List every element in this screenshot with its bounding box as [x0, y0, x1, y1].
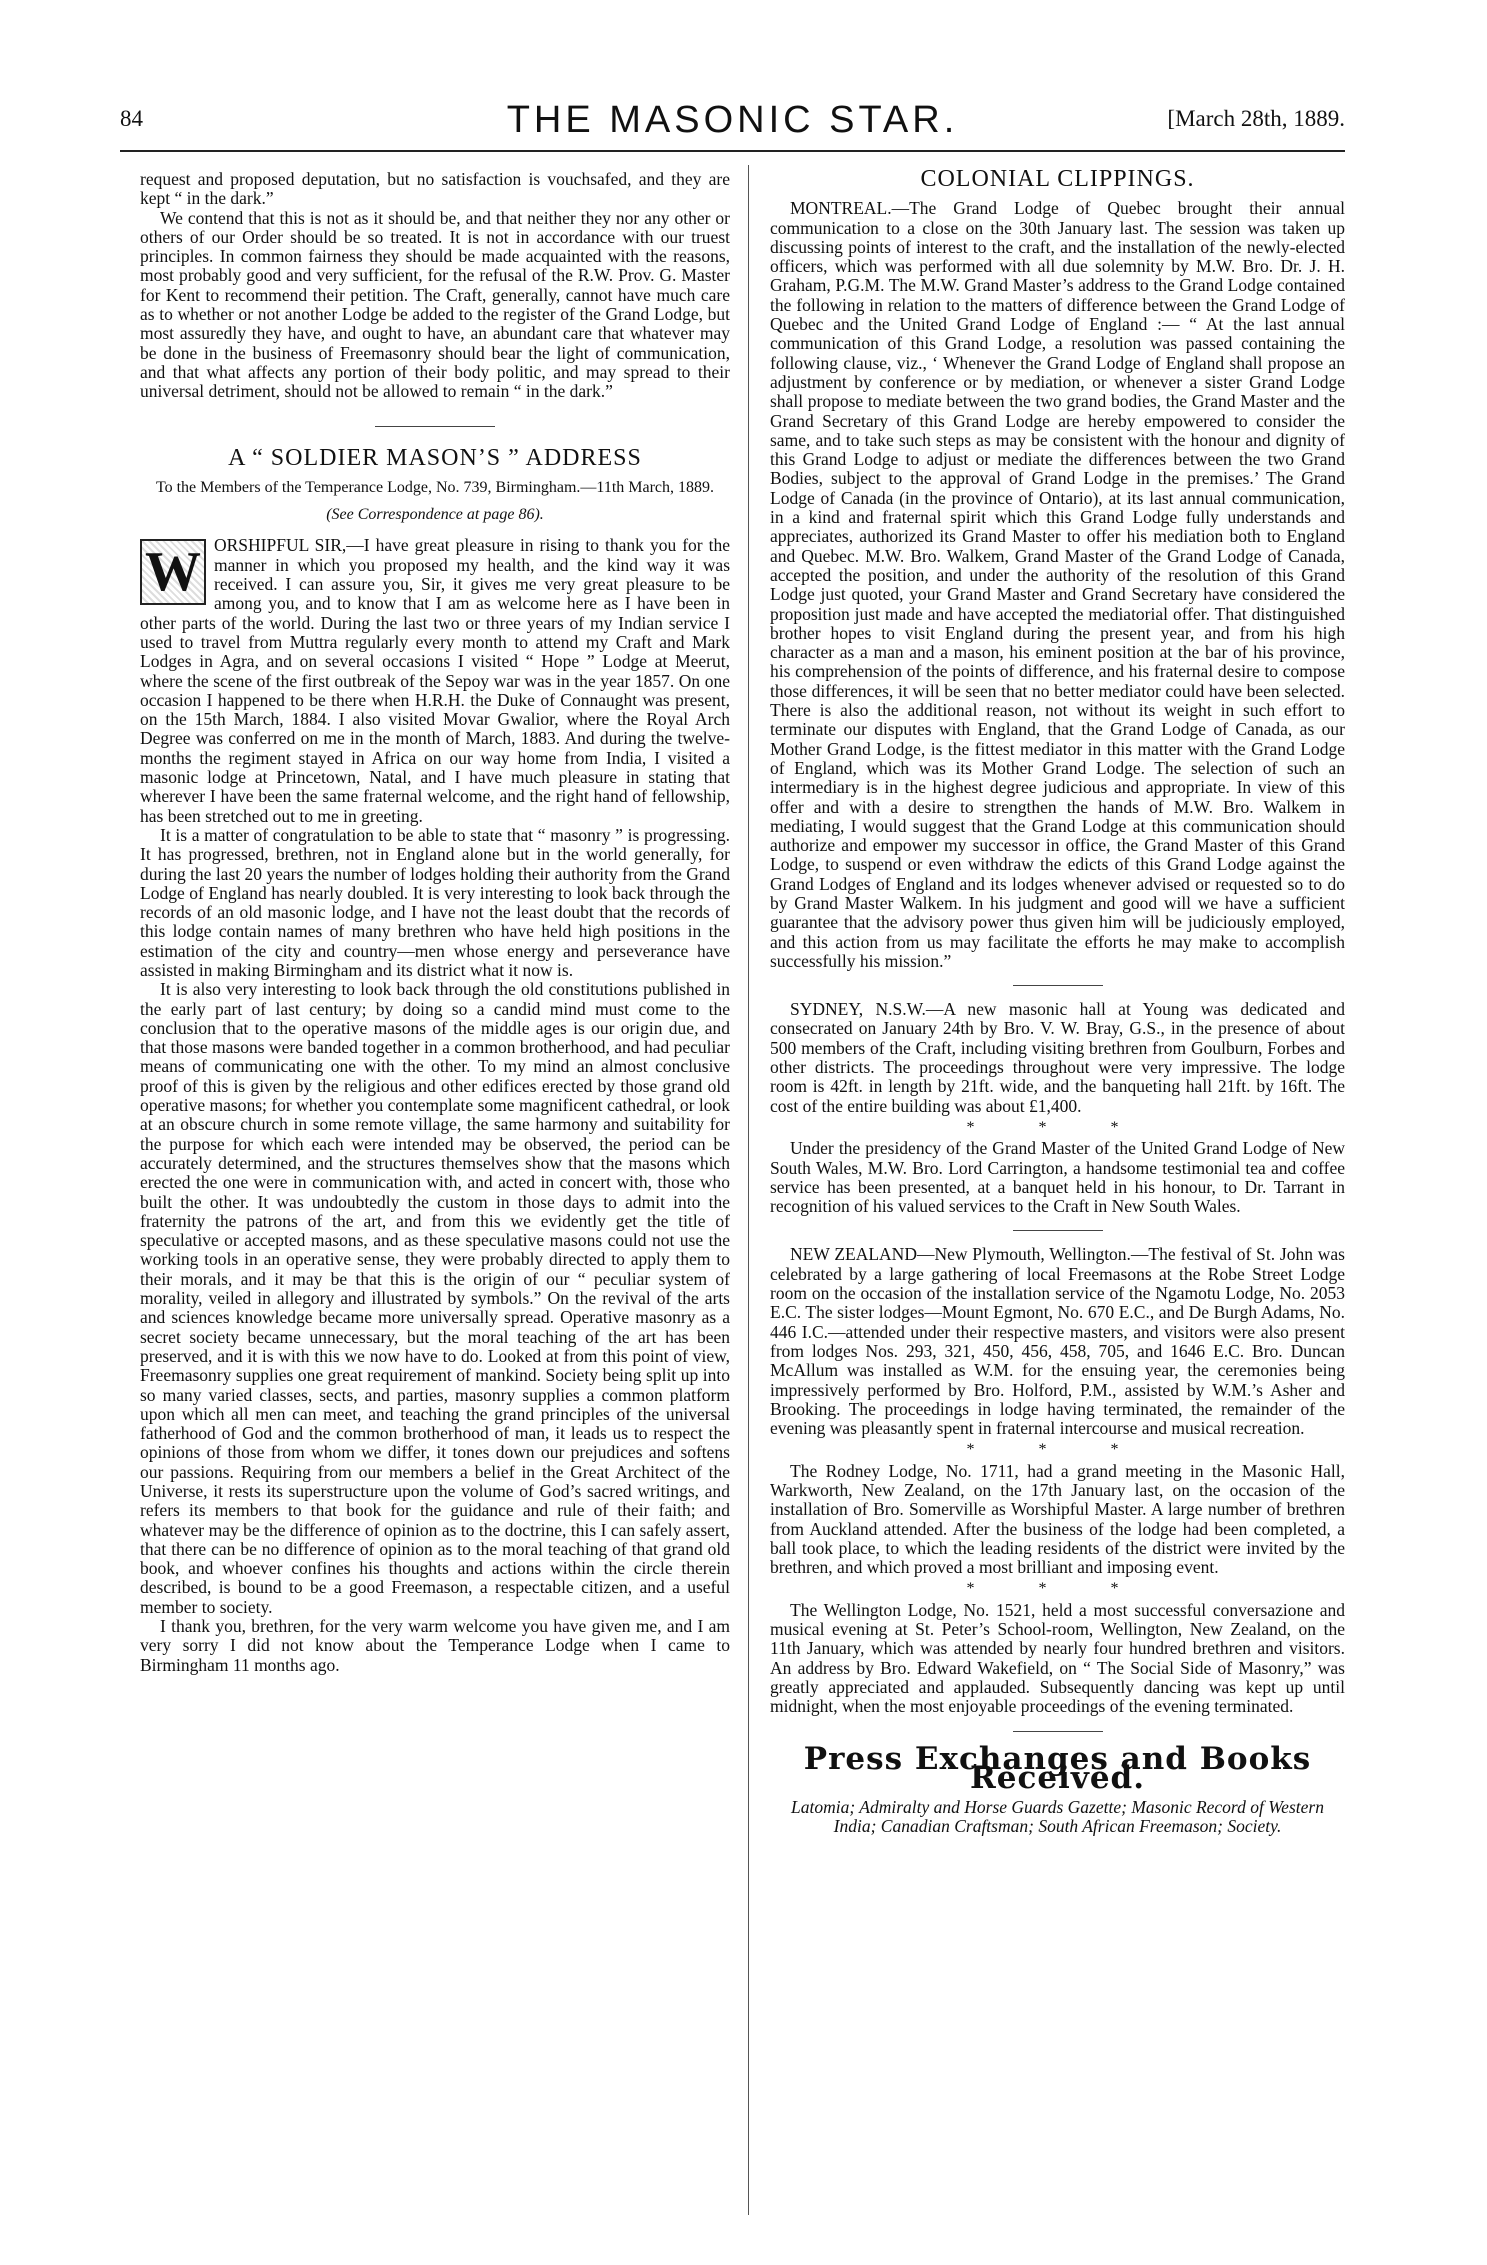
body-paragraph-3: I thank you, brethren, for the very warm welcome you have given me, and I am very sorry I did not know about the Temperance Lodge when I came to Birmingham 11 months ago. [140, 1616, 730, 1675]
article-subtitle: To the Members of the Temperance Lodge, No. 739, Birmingham.—11th March, 1889. [155, 478, 715, 496]
rodney-item: The Rodney Lodge, No. 1711, had a grand meeting in the Masonic Hall, Warkworth, New Zealand, on the 17th January last, on the occasion of the installation of Bro. Somerville as Worshipful Master. A large number of brethren from Auckland attended. After the business of the lodge had been completed, a ball took place, to which the leading residents of the district were invited by the brethren, and which proved a most brilliant and imposing event. [770, 1460, 1345, 1578]
section-title: COLONIAL CLIPPINGS. [920, 166, 1195, 192]
item-divider [1013, 985, 1103, 986]
article-note: (See Correspondence at page 86). [326, 506, 544, 524]
montreal-item: MONTREAL.—The Grand Lodge of Quebec brought their annual communication to a close on the 30th January last. The session was taken up discussing points of interest to the craft, and the installation of the newly-elected officers, which was performed with all due solemnity by M.W. Bro. Dr. J. H. Graham, P.G.M. The M.W. Grand Master’s address to the Grand Lodge contained the following in relation to the matters of difference between the Grand Lodge of Quebec and the United Grand Lodge of England :— “ At the last annual communication of this Grand Lodge, a resolution was passed containing the following clause, viz., ‘ Whenever the Grand Lodge of England shall propose an adjustment by conference or by mediation, or whenever a sister Grand Lodge shall propose to mediate between the two grand bodies, the Grand Master and the Grand Secretary of this Grand Lodge are hereby empowered to consider the same, and to take such steps as may be consistent with the honour and dignity of this Grand Lodge to adjust or mediate the differences between the two Grand Bodies, subject to the approval of Grand Lodge in the premises.’ The Grand Lodge of Canada (in the province of Ontario), at its last annual communication, in a kind and fraternal spirit which this Grand Lodge fully understands and appreciates, authorized its Grand Master to offer his mediation both to England and Quebec. M.W. Bro. Walkem, Grand Master of the Grand Lodge of Canada, accepted the position, and under the authority of the resolution of this Grand Lodge just quoted, your Grand Master and Grand Secretary have considered the proposition just made and have accepted the mediatorial offer. That distinguished brother hopes to visit England during the present year, and from his high character as a man and a mason, his eminent position at the bar of his province, his comprehension of the points of difference, and his fraternal desire to compose those differences, it will be seen that no better mediator could have been selected. There is also the additional reason, not without its weight in such effort to terminate our disputes with England, that the Grand Lodge of Canada, as our Mother Grand Lodge, is the fittest mediator in this matter with the Grand Lodge of England, which was its Mother Grand Lodge. The selection of such an intermediary is in the highest degree judicious and appropriate. In view of this offer and with a desire to strengthen the hands of M.W. Bro. Walkem in mediating, I would suggest that the Grand Lodge at this communication should authorize and empower my successor in office, the Grand Master of this Grand Lodge, to suspend or even withdraw the edicts of this Grand Lodge against the Grand Lodges of England and its lodges whenever advised or requested so to do by Grand Master Walkem. In his judgment and good will we have a sufficient guarantee that the advisory power thus given him will be judiciously employed, and this action from us may facilitate the efforts he may make to accomplish successfully his mission.” [770, 198, 1345, 971]
wellington-item: The Wellington Lodge, No. 1521, held a most successful conversazione and musical evening at St. Peter’s School-room, Wellington, New Zealand, on the 11th January, which was attended by nearly four hundred brethren and visitors. An address by Bro. Edward Wakefield, on “ The Social Side of Masonry,” was greatly appreciated and applauded. Subsequently dancing was kept up until midnight, when the most enjoyable proceedings of the evening terminated. [770, 1599, 1345, 1717]
star-separator: * * * [966, 1441, 1149, 1459]
publication-title: THE MASONIC STAR. [506, 99, 959, 141]
body-paragraph-1: It is a matter of congratulation to be able to state that “ masonry ” is progressing. It has progressed, brethren, not in England alone but in the world generally, for during the last 20 years the number of lodges holding their authority from the Grand Lodge of England has nearly doubled. It is very interesting to look back through the records of an old masonic lodge, and I have not the least doubt that the records of this lodge contain names of many brethren who have held high positions in the estimation of the city and country—men whose energy and perseverance have assisted in making Birmingham and its district what it now is. [140, 824, 731, 980]
star-separator: * * * [966, 1118, 1149, 1136]
section-divider [375, 426, 495, 427]
body-paragraph-2: It is also very interesting to look back through the old constitutions published in the early part of last century; by doing so a candid mind must come to the conclusion that to the operative masons of the middle ages is our origin due, and that those masons were banded together in a common brotherhood, and had peculiar means of communicating one with the other. To my mind an almost conclusive proof of this is given by the religious and other edifices erected by those grand old operative masons; for whether you contemplate some magnificent cathedral, or look at an obscure church in some remote village, the same harmony and suitability for the purpose for which each were intended may be observed, the period can be accurately determined, and the structures themselves show that the masons which erected the one were in communication with, and acted in concert with, those who built the other. It was undoubtedly the custom in those days to admit into the fraternity the patrons of the art, and from this we evidently get the title of speculative or accepted masons, and as these speculative masons could not use the working tools in an operative sense, they were probably directed to apply them to their morals, and it may be that this is the origin of our “ peculiar system of morality, veiled in allegory and illustrated by symbols.” On the revival of the arts and sciences knowledge became more universally spread. Operative masonry as a secret society became unnecessary, but the moral teaching of the art has been preserved, and it is with this we now have to do. Looked at from this point of view, Freemasonry supplies one great requirement of mankind. Society being split up into so many varied classes, sects, and parties, masonry supplies a common platform upon which all men can meet, and teaching the grand principles of the universal fatherhood of God and the common brotherhood of man, it leads us to respect the opinions of those from whom we differ, it tones down our prejudices and softens our passions. Requiring from our members a belief in the Great Architect of the Universe, it rests its superstructure upon the volume of God’s sacred writings, and refers its members to that book for the guidance and rule of their faith; and whatever may be the difference of opinion as to the doctrine, this I can safely assert, that there can be no difference of opinion as to the moral teaching of that grand old book, and whoever confines his thoughts and actions within the circle therein described, is bound to be a good Freemason, a respectable citizen, and a useful member to society. [140, 979, 730, 1617]
column-divider [748, 165, 749, 2215]
item-divider [1013, 1230, 1103, 1231]
carrington-item: Under the presidency of the Grand Master of the United Grand Lodge of New South Wales, M.W. Bro. Lord Carrington, a handsome testimonial tea and coffee service has been presented, at a banquet held in his honour, to Dr. Tarrant in recognition of his valued services to the Craft in New South Wales. [770, 1138, 1345, 1217]
star-separator: * * * [966, 1580, 1149, 1598]
exchanges-heading: Press Exchanges and Books Received. [803, 1740, 1312, 1796]
first-paragraph [140, 536, 730, 825]
first-paragraph-text: ORSHIPFUL SIR,—I have great pleasure in rising to thank you for the manner in which you proposed my health, and the kind way it was received. I can assure you, Sir, it gives me very great pleasure to be among you, and to know that I am as welcome here as I have been in other parts of the world. During the last two or three years of my Indian service I used to travel from Muttra regularly every month to attend my Craft and Mark Lodges in Agra, and on several occasions I visited “ Hope ” Lodge at Meerut, where the scene of the first outbreak of the Sepoy war was in the year 1857. On one occasion I happened to be there when H.R.H. the Duke of Connaught was present, on the 15th March, 1884. I also visited Movar Gwalior, where the Royal Arch Degree was conferred on me in the month of March, 1883. And during the twelve-months the regiment stayed in Africa on our way home from India, I visited a masonic lodge at Princetown, Natal, and I have much pleasure in stating that wherever I have been the same fraternal welcome, and the right hand of fellowship, has been stretched out to me in greeting. [140, 535, 730, 826]
page-number: 84 [120, 106, 143, 131]
new-zealand-item: NEW ZEALAND—New Plymouth, Wellington.—The festival of St. John was celebrated by a large gathering of local Freemasons at the Robe Street Lodge room on the occasion of the installation service of the Ngamotu Lodge, No. 2053 E.C. The sister lodges—Mount Egmont, No. 670 E.C., and De Burgh Adams, No. 446 I.C.—attended under their respective masters, and visitors were also present from lodges Nos. 293, 321, 450, 456, 458, 705, and 1646 E.C. Bro. Duncan McAllum was installed as W.M. for the ensuing year, the ceremonies being impressively performed by Bro. Holford, P.M., assisted by W.M.’s Asher and Brooking. The proceedings in lodge having terminated, the remainder of the evening was pleasantly spent in fraternal intercourse and musical recreation. [770, 1244, 1345, 1439]
intro-paragraph-2: We contend that this is not as it should be, and that neither they nor any other or others of our Order should be so treated. It is not in accordance with our truest principles. In common fairness they should be made acquainted with the reasons, most probably good and very sufficient, for the refusal of the R.W. Prov. G. Master for Kent to recommend their petition. The Craft, generally, cannot have much care as to whether or not another Lodge be added to the register of the Grand Lodge, but most assuredly they have, and ought to have, an abundant care that whatever may be done in the business of Freemasonry should bear the light of communication, and that what affects any portion of their body politic, and may spread to their universal detriment, should not be allowed to remain “ in the dark.” [140, 207, 730, 402]
intro-paragraph-1: request and proposed deputation, but no satisfaction is vouchsafed, and they are kept “ in the dark.” [140, 169, 730, 209]
article-title: A “ SOLDIER MASON’S ” ADDRESS [228, 444, 642, 471]
header-rule [120, 150, 1345, 152]
right-column [770, 166, 1345, 1837]
left-column [140, 170, 730, 1675]
page-header [120, 98, 1345, 142]
issue-date: [March 28th, 1889. [1167, 106, 1345, 131]
sydney-item: SYDNEY, N.S.W.—A new masonic hall at Young was dedicated and consecrated on January 24th by Bro. V. W. Bray, G.S., in the presence of about 500 members of the Craft, including visiting brethren from Goulburn, Forbes and other districts. The proceedings throughout were very impressive. The lodge room is 42ft. in length by 21ft. wide, and the banqueting hall 21ft. by 16ft. The cost of the entire building was about £1,400. [770, 999, 1345, 1116]
item-divider [1013, 1731, 1103, 1732]
exchanges-list: Latomia; Admiralty and Horse Guards Gazette; Masonic Record of Western India; Canadian Craftsman; South African Freemason; Society. [791, 1797, 1324, 1837]
drop-cap: W [140, 539, 206, 605]
